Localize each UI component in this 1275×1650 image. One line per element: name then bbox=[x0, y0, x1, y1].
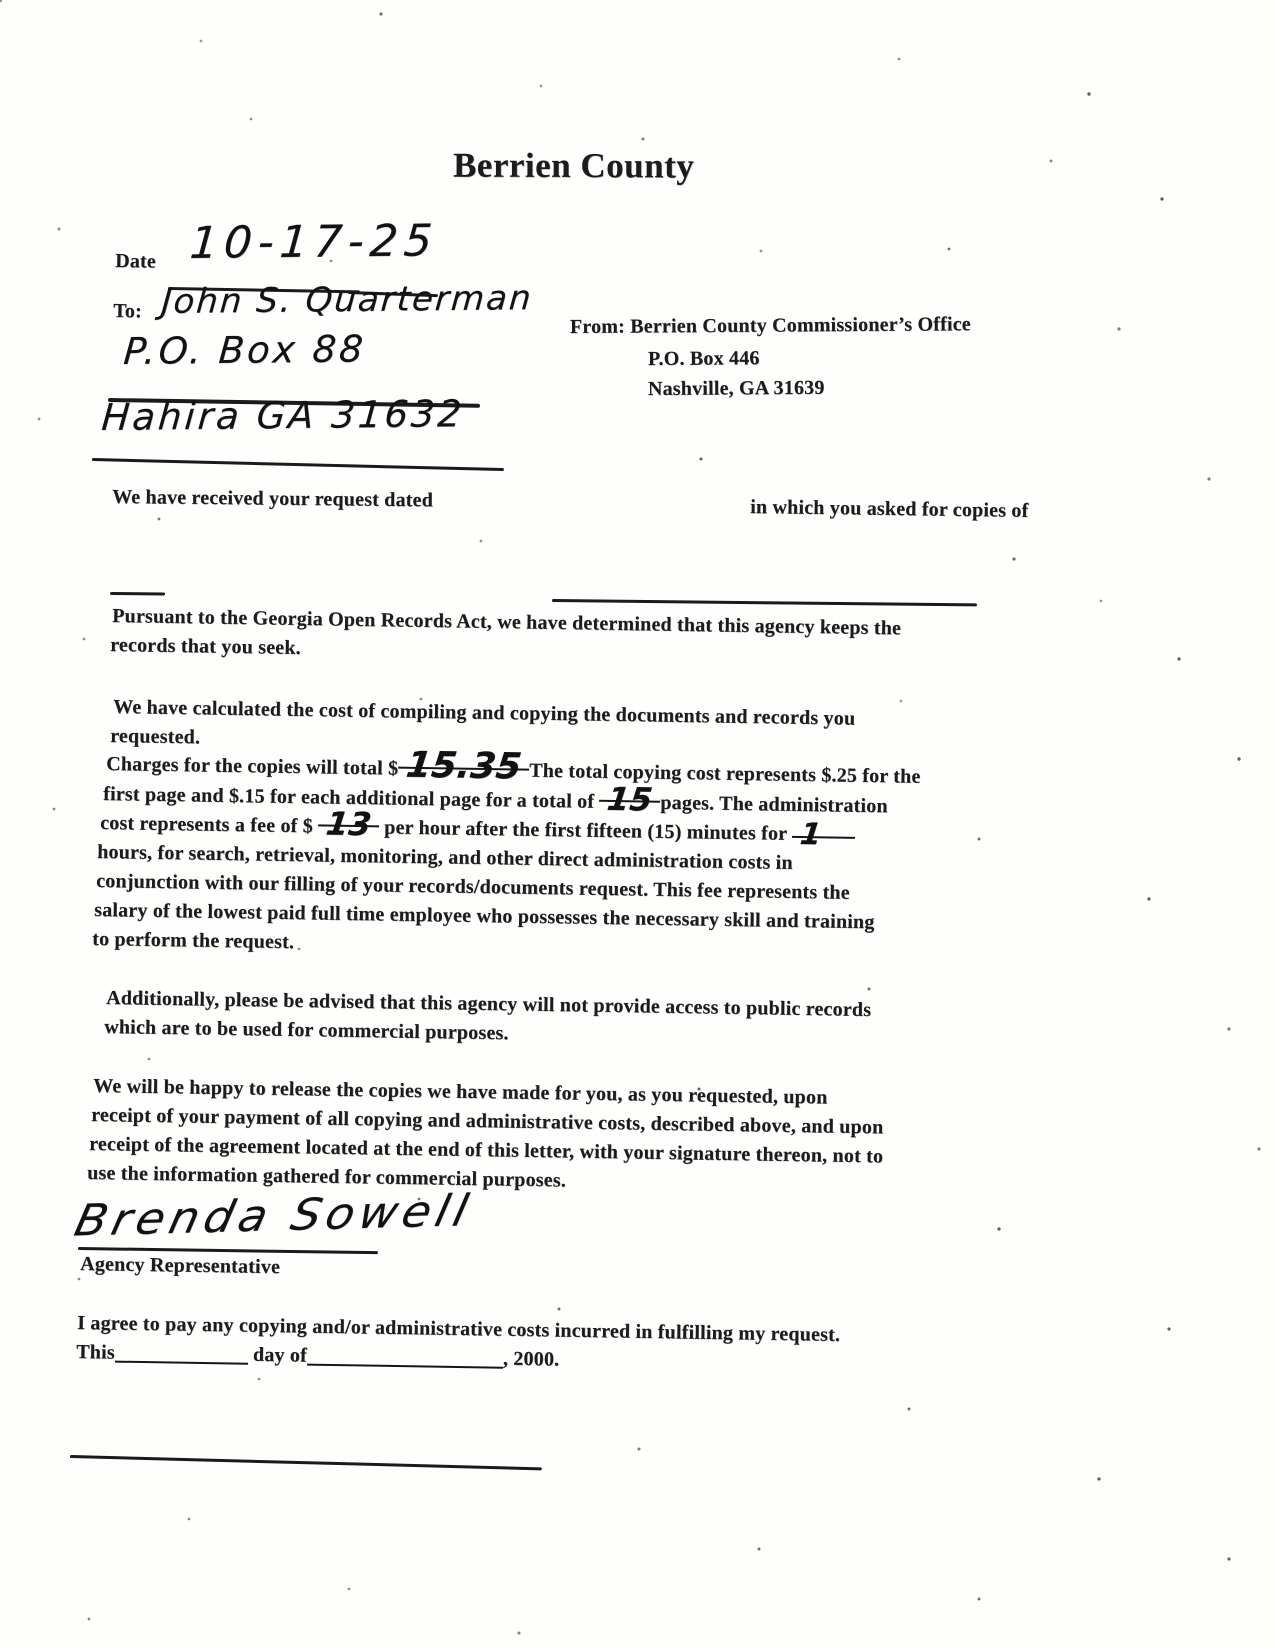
charges-line6: salary of the lowest paid full time employee who possesses the necessary skill and training bbox=[94, 899, 875, 934]
charges-line7: to perform the request. bbox=[92, 928, 295, 954]
pursuant-line1: Pursuant to the Georgia Open Records Act, we have determined that this agency keeps the bbox=[112, 605, 902, 640]
date-value-handwritten: 10-17-25 bbox=[188, 215, 440, 269]
month-blank-line bbox=[307, 1346, 503, 1369]
from-address2: Nashville, GA 31639 bbox=[647, 376, 825, 401]
date-label: Date bbox=[115, 250, 157, 273]
from-address1: P.O. Box 446 bbox=[647, 347, 760, 371]
agreement-dayof-label: day of bbox=[252, 1343, 308, 1367]
agreement-line1: I agree to pay any copying and/or administrative costs incurred in fulfilling my request. bbox=[77, 1312, 841, 1346]
agreement-this-label: This bbox=[76, 1341, 115, 1364]
charges-line4: hours, for search, retrieval, monitoring, and other direct administration costs in bbox=[97, 841, 793, 874]
charges-line3-text-b: per hour after the first fifteen (15) minutes for bbox=[384, 816, 788, 845]
bottom-signature-line bbox=[70, 1455, 542, 1470]
commercial-line1: Additionally, please be advised that this agency will not provide access to public records bbox=[106, 987, 872, 1022]
pursuant-line2: records that you seek. bbox=[110, 634, 302, 659]
calculated-line2: requested. bbox=[110, 725, 201, 749]
calculated-line1: We have calculated the cost of compiling and copying the documents and records you bbox=[113, 696, 856, 730]
charges-line2-text-a: first page and $.15 for each additional page for a total of bbox=[103, 783, 595, 813]
agreement-year-label: , 2000. bbox=[502, 1347, 560, 1371]
to-name-handwritten: John S. Quarterman bbox=[160, 278, 535, 322]
charges-line3-text-a: cost represents a fee of $ bbox=[100, 812, 314, 838]
charges-hours-handwritten: 1 bbox=[792, 835, 855, 839]
release-line1: We will be happy to release the copies we have made for you, as you requested, upon bbox=[93, 1075, 828, 1109]
commercial-line2: which are to be used for commercial purposes. bbox=[104, 1016, 509, 1045]
from-office: Berrien County Commissioner’s Office bbox=[630, 313, 971, 338]
charges-line1 bbox=[106, 744, 921, 789]
charges-line3 bbox=[100, 804, 856, 853]
signature-role-label: Agency Representative bbox=[80, 1253, 281, 1279]
agreement-line2 bbox=[76, 1341, 560, 1372]
received-left-text: We have received your request dated bbox=[112, 486, 434, 512]
received-right-text: in which you asked for copies of bbox=[750, 496, 1029, 522]
day-blank-line bbox=[115, 1343, 248, 1365]
to-label: To: bbox=[113, 300, 143, 323]
scan-noise-speckles bbox=[0, 0, 2, 2]
agency-signature-handwritten: Brenda Sowell bbox=[70, 1184, 478, 1246]
charges-line1-text-b: The total copying cost represents $.25 for the bbox=[528, 759, 921, 788]
request-blank-long-line bbox=[552, 599, 977, 606]
request-blank-short-line bbox=[110, 592, 165, 595]
page-title: Berrien County bbox=[452, 145, 695, 186]
release-line4: use the information gathered for commercial purposes. bbox=[87, 1162, 567, 1192]
from-label: From: bbox=[569, 315, 626, 339]
charges-line5: conjunction with our filling of your records/documents request. This fee represents the bbox=[96, 870, 850, 904]
charges-line1-text-a: Charges for the copies will total $ bbox=[106, 753, 399, 780]
charges-fee-handwritten: 13 bbox=[318, 823, 379, 827]
charges-line2-text-b: pages. The administration bbox=[660, 791, 888, 818]
charges-total-handwritten: 15.35 bbox=[398, 766, 529, 771]
to-address2-underline bbox=[92, 458, 504, 471]
from-line bbox=[570, 313, 971, 339]
to-address2-handwritten: Hahira GA 31632 bbox=[100, 392, 466, 439]
to-address1-handwritten: P.O. Box 88 bbox=[122, 327, 368, 373]
release-line3: receipt of the agreement located at the end of this letter, with your signature thereon, not to bbox=[89, 1133, 884, 1168]
charges-pages-handwritten: 15 bbox=[599, 799, 660, 803]
release-line2: receipt of your payment of all copying and administrative costs, described above, and upon bbox=[91, 1104, 884, 1139]
